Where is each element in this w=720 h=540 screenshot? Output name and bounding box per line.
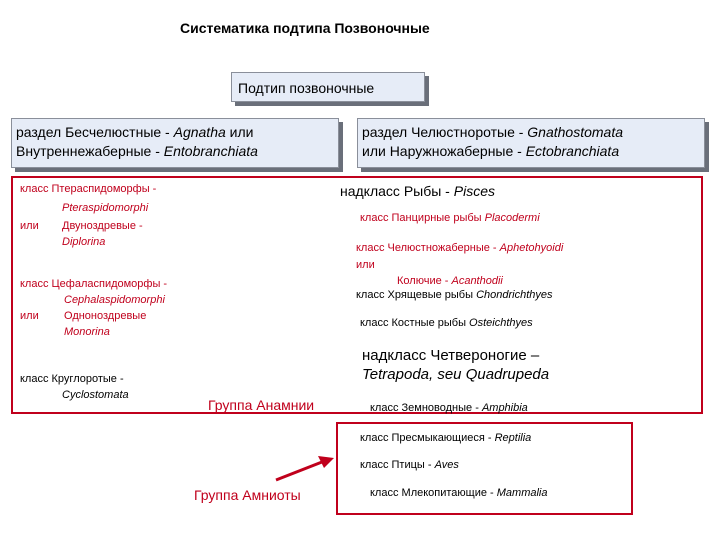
amniota-arrow-shaft: [276, 462, 322, 480]
group-anamnia-label: Группа Анамнии: [208, 397, 315, 413]
class-acanthodii-latin: Acanthodii: [451, 275, 503, 287]
class-aves-latin: Aves: [434, 459, 459, 471]
class-aphetohyoidi-prefix: класс Челюстножаберные -: [356, 242, 500, 254]
class-placodermi-prefix: класс Панцирные рыбы: [360, 212, 485, 224]
superclass-pisces-prefix: надкласс Рыбы -: [340, 183, 454, 199]
class-diplorina: Двуноздревые -: [62, 220, 143, 232]
division-gnathostomata-alt-prefix: или Наружножаберные -: [362, 143, 526, 159]
group-amniota-label: Группа Амниоты: [194, 487, 301, 503]
class-aphetohyoidi-latin: Aphetohyoidi: [499, 242, 564, 254]
division-gnathostomata-alt-latin: Ectobranchiata: [525, 143, 620, 159]
division-agnatha-prefix: раздел Бесчелюстные -: [16, 124, 174, 140]
class-acanthodii-prefix: Колючие -: [397, 275, 452, 287]
class-mammalia-prefix: класс Млекопитающие -: [370, 487, 497, 499]
class-aves-prefix: класс Птицы -: [360, 459, 435, 471]
class-amphibia-prefix: класс Земноводные -: [370, 402, 482, 414]
superclass-pisces-latin: Pisces: [453, 183, 495, 199]
class-monorina-latin: Monorina: [64, 326, 110, 338]
subtype-label: Подтип позвоночные: [238, 80, 375, 96]
class-cyclostomata-latin: Cyclostomata: [62, 389, 129, 401]
division-agnatha-latin: Agnatha: [173, 124, 226, 140]
class-pteraspidomorphi-latin: Pteraspidomorphi: [62, 202, 149, 214]
superclass-tetrapoda-latin: Tetrapoda, seu Quadrupeda: [362, 366, 550, 383]
class-chondrichthyes-prefix: класс Хрящевые рыбы: [356, 289, 477, 301]
class-cephalaspidomorphi: класс Цефаласпидоморфы -: [20, 278, 168, 290]
division-agnatha-alt-latin: Entobranchiata: [163, 143, 258, 159]
class-mammalia-latin: Mammalia: [496, 487, 548, 499]
class-cephalaspidomorphi-or: или: [20, 310, 39, 322]
class-pteraspidomorphi-or: или: [20, 220, 39, 232]
class-reptilia-latin: Reptilia: [494, 432, 532, 444]
superclass-tetrapoda: надкласс Четвероногие –: [362, 347, 540, 364]
class-diplorina-latin: Diplorina: [62, 236, 106, 248]
division-gnathostomata-prefix: раздел Челюстноротые -: [362, 124, 528, 140]
page-title: Систематика подтипа Позвоночные: [180, 20, 430, 36]
class-reptilia-prefix: класс Пресмыкающиеся -: [360, 432, 495, 444]
division-gnathostomata-latin: Gnathostomata: [527, 124, 624, 140]
class-osteichthyes-prefix: класс Костные рыбы: [360, 317, 470, 329]
class-monorina: Одноноздревые: [64, 310, 147, 322]
class-amphibia-latin: Amphibia: [481, 402, 528, 414]
class-pteraspidomorphi: класс Птераспидоморфы -: [20, 183, 157, 195]
division-agnatha-suffix: или: [225, 124, 254, 140]
class-placodermi-latin: Placodermi: [484, 212, 540, 224]
class-osteichthyes-latin: Osteichthyes: [469, 317, 533, 329]
class-cephalaspidomorphi-latin: Cephalaspidomorphi: [64, 294, 165, 306]
class-cyclostomata: класс Круглоротые -: [20, 373, 124, 385]
division-agnatha-alt-prefix: Внутреннежаберные -: [16, 143, 164, 159]
class-aphetohyoidi-or: или: [356, 259, 375, 271]
class-chondrichthyes-latin: Chondrichthyes: [476, 289, 553, 301]
